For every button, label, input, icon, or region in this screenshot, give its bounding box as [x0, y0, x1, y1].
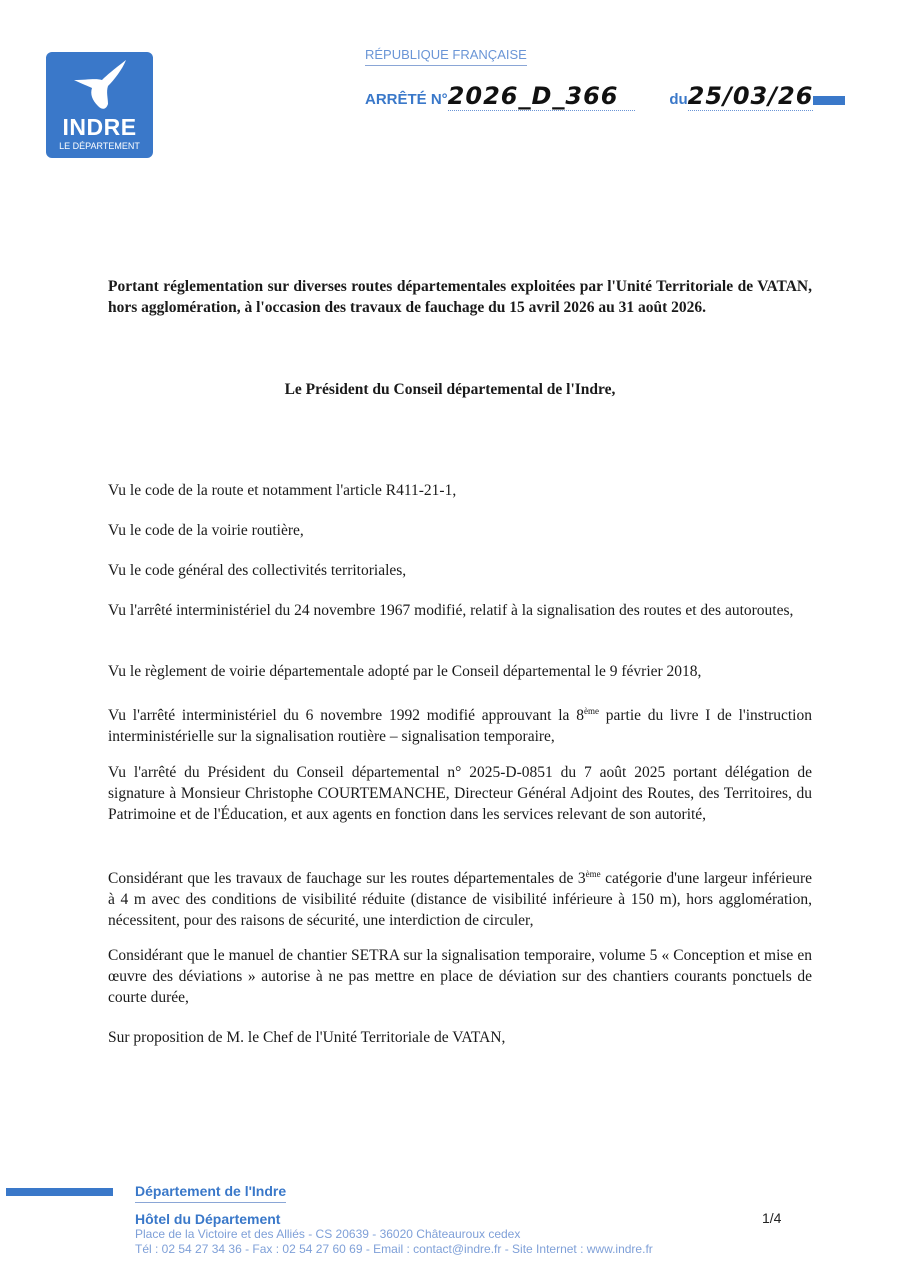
text: Considérant que les travaux de fauchage sur les routes départementales de 3	[108, 870, 586, 888]
arrete-date: 25/03/26	[687, 82, 814, 110]
bird-icon	[68, 58, 130, 113]
footer-department: Département de l'Indre	[135, 1183, 286, 1203]
paragraph: Vu le règlement de voirie départementale adopté par le Conseil départemental le 9 février 2018,	[108, 663, 702, 680]
paragraph: Vu le code de la route et notamment l'article R411-21-1,	[108, 482, 457, 499]
superscript: ème	[583, 706, 599, 716]
superscript: ème	[585, 869, 601, 879]
paragraph: Vu le code de la voirie routière,	[108, 522, 304, 539]
text: catégorie d'une largeur inférieure à 4 m avec des conditions de visibilité réduite (distance de visibilité inférieure à 150 m), hors agglomération, nécessitent, pour des raisons de sécurité, une interdiction de circuler,	[108, 870, 812, 930]
arrete-label: ARRÊTÉ N°	[365, 91, 448, 108]
footer	[135, 1183, 653, 1257]
paragraph: Vu le code général des collectivités territoriales,	[108, 562, 407, 579]
paragraph: Vu l'arrêté interministériel du 24 novembre 1967 modifié, relatif à la signalisation des routes et des autoroutes,	[108, 602, 794, 619]
du-label: du	[669, 91, 688, 108]
header-bar	[813, 96, 845, 105]
page-number: 1/4	[762, 1210, 782, 1226]
footer-hotel: Hôtel du Département	[135, 1211, 281, 1227]
arrete-line	[365, 82, 845, 111]
logo-name: INDRE	[62, 114, 137, 140]
footer-contact: Tél : 02 54 27 34 36 - Fax : 02 54 27 60 69 - Email : contact@indre.fr - Site Internet : www.indre.fr	[135, 1242, 653, 1256]
paragraph: Considérant que le manuel de chantier SETRA sur la signalisation temporaire, volume 5 « Conception et mise en œuvre des déviations » autorise à ne pas mettre en place de déviation sur des chantiers courants ponctuels de courte durée,	[108, 947, 812, 1006]
arrete-number: 2026_D_366	[447, 82, 619, 110]
text: partie du livre I de l'instruction interministérielle sur la signalisation routière – signalisation temporaire,	[108, 707, 812, 746]
logo-subtitle: LE DÉPARTEMENT	[59, 141, 140, 151]
republique-francaise: RÉPUBLIQUE FRANÇAISE	[365, 47, 527, 66]
document-title: Portant réglementation sur diverses routes départementales exploitées par l'Unité Territoriale de VATAN, hors agglomération, à l'occasion des travaux de fauchage du 15 avril 2026 au 31 août 2026.	[108, 278, 812, 316]
document-heading: Le Président du Conseil départemental de l'Indre,	[284, 381, 616, 398]
paragraph: Vu l'arrêté du Président du Conseil départemental n° 2025-D-0851 du 7 août 2025 portant délégation de signature à Monsieur Christophe COURTEMANCHE, Directeur Général Adjoint des Routes, des Territoires, du Patrimoine et de l'Éducation, et aux agents en fonction dans les services relevant de son autorité,	[108, 764, 812, 823]
text: Vu l'arrêté interministériel du 6 novembre 1992 modifié approuvant la 8	[108, 707, 584, 725]
paragraph: Sur proposition de M. le Chef de l'Unité Territoriale de VATAN,	[108, 1029, 506, 1046]
footer-bar	[6, 1188, 113, 1196]
footer-address: Place de la Victoire et des Alliés - CS 20639 - 36020 Châteauroux cedex	[135, 1227, 521, 1241]
paragraph	[108, 864, 812, 931]
paragraph	[108, 701, 812, 747]
indre-logo	[46, 52, 153, 158]
